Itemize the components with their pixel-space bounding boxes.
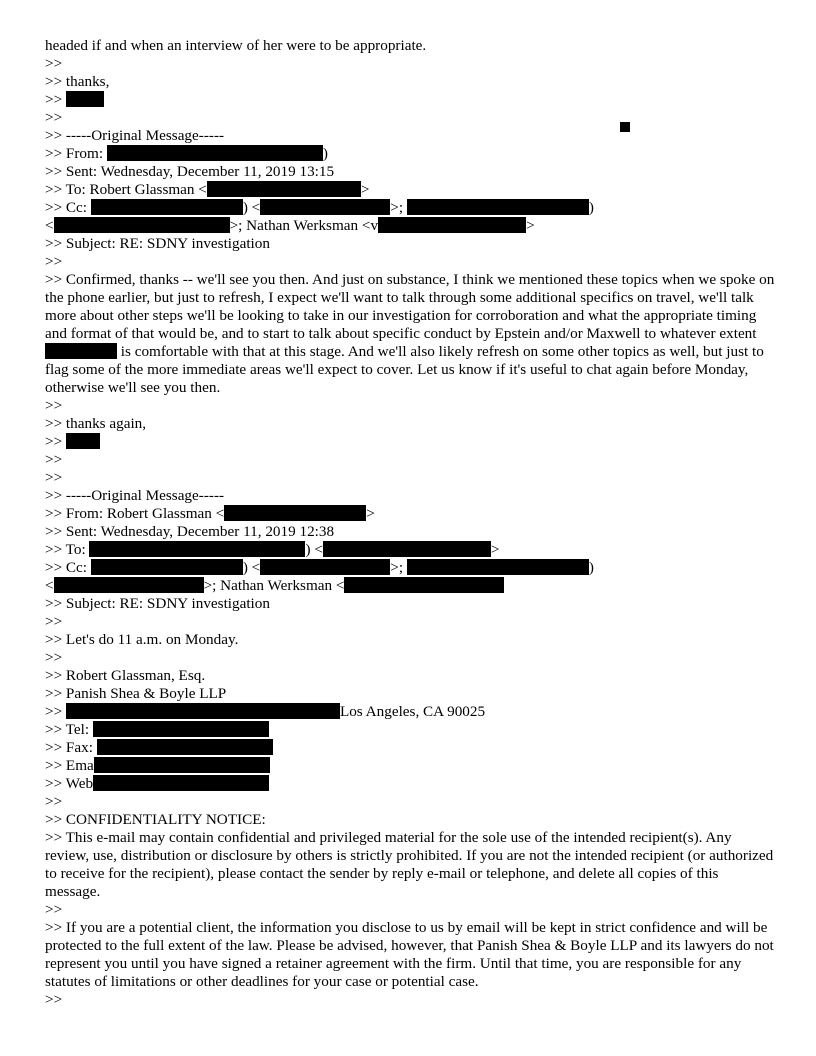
quote-marker: >> bbox=[45, 397, 63, 414]
quote-marker: >> bbox=[45, 253, 63, 270]
sent-line: >> Sent: Wednesday, December 11, 2019 13:15 bbox=[45, 163, 335, 180]
quote-marker: >> bbox=[45, 793, 63, 810]
email-thread bbox=[45, 37, 775, 1009]
signoff-line: >> bbox=[45, 433, 775, 451]
original-message-header: >> -----Original Message----- bbox=[45, 487, 225, 504]
top-line: headed if and when an interview of her were to be appropriate. bbox=[45, 37, 427, 54]
redaction-block bbox=[45, 343, 117, 359]
quote-marker: >> bbox=[45, 91, 63, 108]
redaction-block bbox=[66, 703, 340, 719]
from-line: >> From: ) bbox=[45, 145, 328, 162]
redaction-block bbox=[66, 433, 100, 449]
signature-web: >> Web bbox=[45, 775, 775, 793]
client-notice-paragraph: >> If you are a potential client, the information you disclose to us by email will be kept in strict confidence and will be protected to the full extent of the law. Please be advised, however, that Panish Shea & Boyle LLP and its lawyers do not represent you until you have signed a retainer agreement with the firm. Until that time, you are responsible for any statutes of limitations or other deadlines for your case or potential case. bbox=[45, 919, 774, 990]
redaction-block bbox=[91, 199, 243, 215]
thanks-line: >> thanks, bbox=[45, 73, 110, 90]
quote-marker: >> bbox=[45, 109, 63, 126]
subject-line: >> Subject: RE: SDNY investigation bbox=[45, 235, 270, 252]
redaction-block bbox=[407, 199, 589, 215]
redaction-block bbox=[97, 739, 273, 755]
quote-marker: >> bbox=[45, 991, 63, 1008]
redaction-block bbox=[207, 181, 361, 197]
thanks-again-line: >> thanks again, bbox=[45, 415, 147, 432]
redaction-block bbox=[260, 199, 390, 215]
redaction-block bbox=[344, 577, 504, 593]
confidentiality-title: >> CONFIDENTIALITY NOTICE: bbox=[45, 811, 266, 828]
quote-marker: >> bbox=[45, 613, 63, 630]
redaction-block bbox=[89, 541, 305, 557]
redaction-block bbox=[91, 559, 243, 575]
quote-marker: >> bbox=[45, 901, 63, 918]
subject-line: >> Subject: RE: SDNY investigation bbox=[45, 595, 270, 612]
to-line: >> To: ) < > bbox=[45, 541, 500, 558]
quote-marker: >> bbox=[45, 55, 63, 72]
quote-marker: >> bbox=[45, 451, 63, 468]
redaction-block bbox=[94, 757, 270, 773]
redaction-block bbox=[224, 505, 366, 521]
original-message-header: >> -----Original Message----- bbox=[45, 127, 225, 144]
cc-line: >> Cc: ) < >; ) bbox=[45, 559, 594, 576]
redaction-block bbox=[407, 559, 589, 575]
redaction-block bbox=[323, 541, 491, 557]
redaction-block bbox=[93, 721, 269, 737]
body-paragraph: >> Confirmed, thanks -- we'll see you then. And just on substance, I think we mentioned these topics when we spoke on the phone earlier, but just to refresh, I expect we'll want to talk through some additional specifics on travel, we'll talk more about other steps we'll be looking to take in our investigation for corroboration and what the appropriate timing and format of that would be, and to start to talk about specific conduct by Epstein and/or Maxwell to whatever extent is comfortable with that at this stage. And we'll also likely refresh on some other topics as well, but just to flag some of the more immediate areas we'll expect to cover. Let us know if it's useful to chat again before Monday, otherwise we'll see you then. bbox=[45, 271, 775, 396]
signature-name: >> Robert Glassman, Esq. bbox=[45, 667, 206, 684]
quote-marker: >> bbox=[45, 649, 63, 666]
signature-fax: >> Fax: bbox=[45, 739, 775, 757]
signature-address: >> Los Angeles, CA 90025 bbox=[45, 703, 486, 720]
redaction-block bbox=[107, 145, 323, 161]
cc-line: >> Cc: ) < >; ) bbox=[45, 199, 594, 216]
signoff-line bbox=[45, 91, 775, 109]
redaction-block bbox=[378, 217, 526, 233]
redaction-block bbox=[54, 577, 204, 593]
cc-line-cont: < >; Nathan Werksman < bbox=[45, 577, 775, 595]
from-line: >> From: Robert Glassman < > bbox=[45, 505, 375, 522]
redaction-block bbox=[54, 217, 230, 233]
sent-line: >> Sent: Wednesday, December 11, 2019 12:38 bbox=[45, 523, 335, 540]
redaction-block bbox=[260, 559, 390, 575]
signature-email: >> Ema bbox=[45, 757, 775, 775]
redaction-block bbox=[66, 91, 104, 107]
cc-line-cont: < >; Nathan Werksman <v > bbox=[45, 217, 535, 234]
to-line: >> To: Robert Glassman < > bbox=[45, 181, 370, 198]
reply-line: >> Let's do 11 a.m. on Monday. bbox=[45, 631, 239, 648]
signature-tel: >> Tel: bbox=[45, 721, 775, 739]
quote-marker: >> bbox=[45, 469, 63, 486]
confidentiality-paragraph: >> This e-mail may contain confidential and privileged material for the sole use of the intended recipient(s). Any review, use, distribution or disclosure by others is strictly prohibited. If you are not the intended recipient (or authorized to receive for the recipient), please contact the sender by reply e-mail or telephone, and delete all copies of this message. bbox=[45, 829, 774, 900]
signature-firm: >> Panish Shea & Boyle LLP bbox=[45, 685, 227, 702]
redaction-block bbox=[93, 775, 269, 791]
